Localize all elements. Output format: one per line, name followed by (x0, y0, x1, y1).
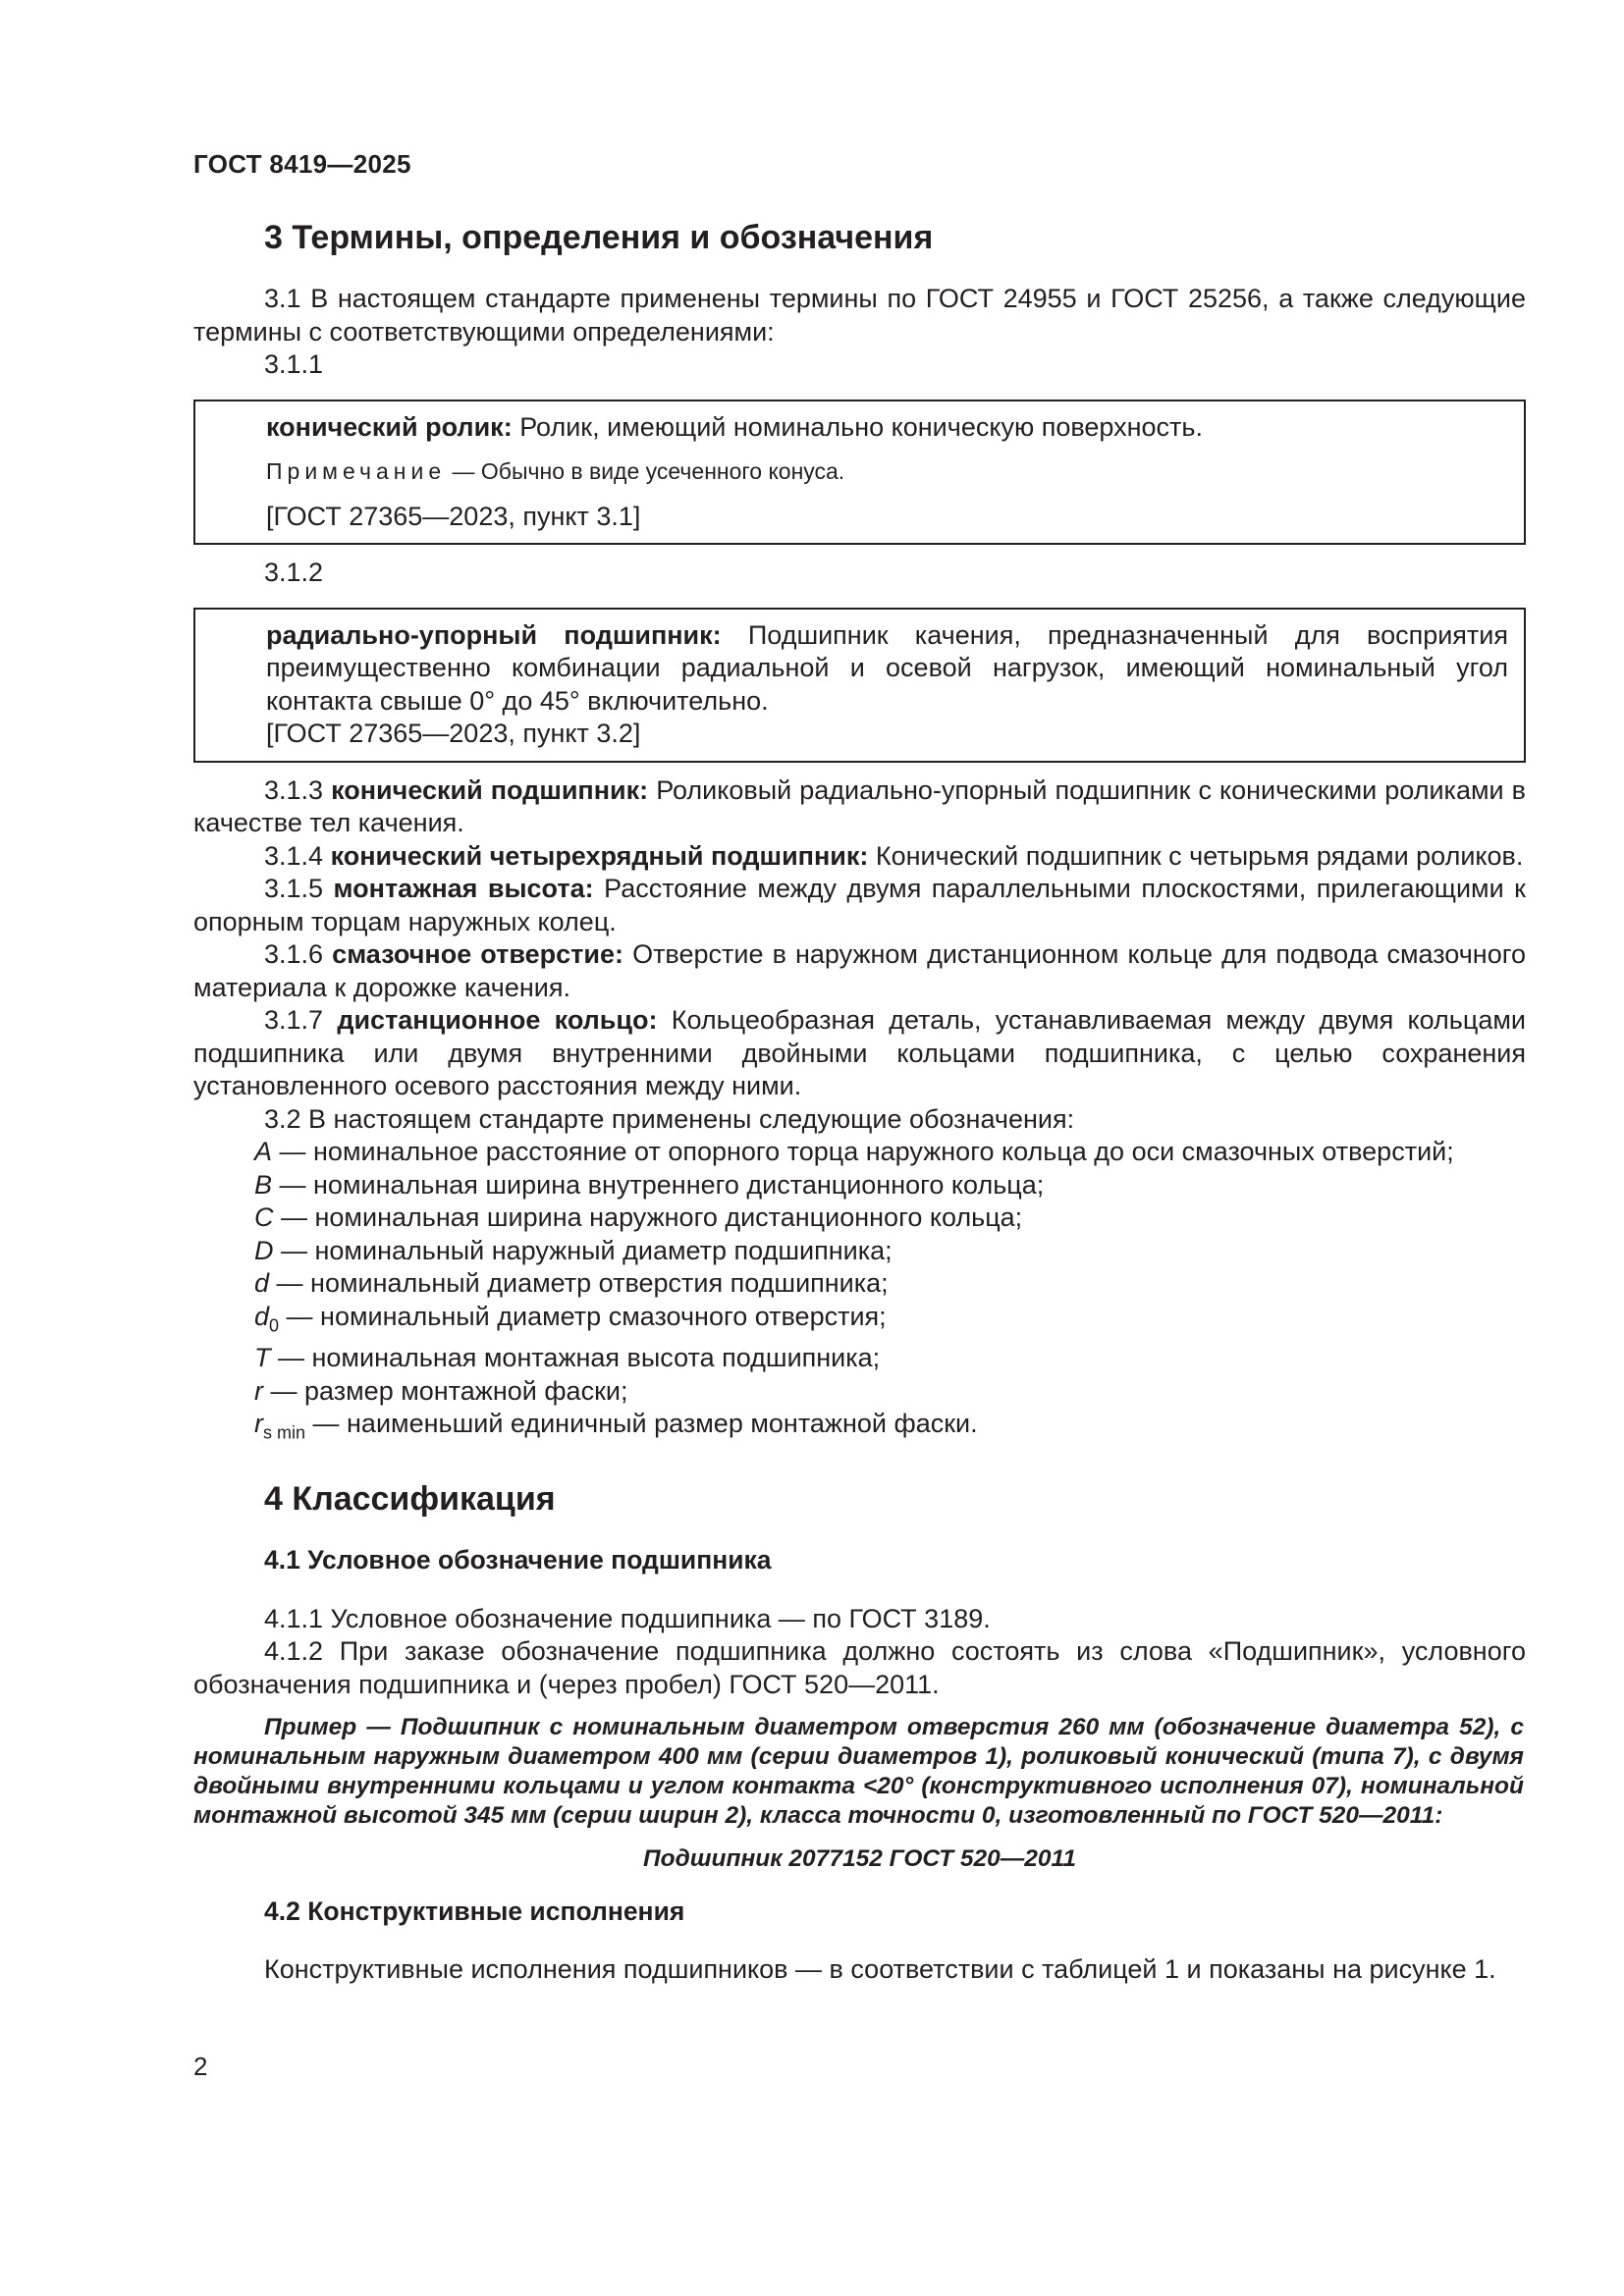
term-reference: [ГОСТ 27365—2023, пункт 3.2] (266, 719, 641, 748)
term-definition (195, 619, 1508, 719)
notation-item: $r_{s min}$ — наименьший единичный размер монтажной фаски. (254, 1409, 978, 1443)
subsection-4-2-title: 4.2 Конструктивные исполнения (264, 1896, 685, 1926)
paragraph-4-2: Конструктивные исполнения подшипников — в соответствии с таблицей 1 и показаны на рисунке 1. (264, 1954, 1496, 1985)
notation-item: d — номинальный диаметр отверстия подшипника; (254, 1268, 889, 1298)
term-number-3-1-2: 3.1.2 (264, 558, 324, 587)
paragraph-4-1-1: 4.1.1 Условное обозначение подшипника — по ГОСТ 3189. (264, 1603, 991, 1633)
note-text: — Обычно в виде усеченного конуса. (452, 458, 845, 484)
term-text: Ролик, имеющий номинально коническую поверхность. (519, 411, 1203, 442)
term-list (193, 774, 1526, 1103)
term-item: 3.1.7 дистанционное кольцо: Кольцеобразная деталь, устанавливаемая между двумя кольцами подшипника или двумя внутренними двойными кольцами подшипника, с целью сохранения установленного осевого расстояния между ними. (193, 1005, 1526, 1100)
notation-item: T — номинальная монтажная высота подшипника; (254, 1343, 881, 1373)
example-text: Пример — Подшипник с номинальным диаметром отверстия 260 мм (обозначение диаметра 52), с номинальным наружным диаметром 400 мм (серии диаметров 1), роликовый конический (типа 7), с двумя двойными внутренними кольцами и углом контакта <20° (конструктивного исполнения 07), номинальной монтажной высотой 345 мм (серии ширин 2), класса точности 0, изготовленный по ГОСТ 520—2011: (193, 1714, 1524, 1830)
page-content (193, 218, 1526, 1987)
notation-item: D — номинальный наружный диаметр подшипника; (254, 1235, 893, 1265)
term-item: 3.1.4 конический четырехрядный подшипник: Конический подшипник с четырьмя рядами роликов. (264, 840, 1524, 871)
notation-item: B — номинальная ширина внутреннего дистанционного кольца; (254, 1169, 1045, 1200)
document-header: ГОСТ 8419—2025 (193, 149, 411, 179)
term-reference: [ГОСТ 27365—2023, пункт 3.1] (266, 501, 641, 531)
page-number: 2 (193, 2052, 208, 2081)
note-label: Примечание (266, 458, 447, 484)
notation-item: $d_0$ — номинальный диаметр смазочного отверстия; (254, 1301, 887, 1335)
term-item: 3.1.5 монтажная высота: Расстояние между двумя параллельными плоскостями, прилегающими к опорным торцам наружных колец. (193, 874, 1526, 936)
term-definition (266, 411, 1508, 445)
term-box-3-1-2 (193, 608, 1526, 763)
subsection-4-1-title: 4.1 Условное обозначение подшипника (264, 1545, 772, 1575)
notation-list (193, 1136, 1526, 1450)
term-name: конический ролик: (266, 411, 513, 442)
paragraph-3-2: 3.2 В настоящем стандарте применены следующие обозначения: (264, 1103, 1075, 1134)
term-name: радиально-упорный подшипник: (266, 619, 722, 650)
term-item: 3.1.6 смазочное отверстие: Отверстие в наружном дистанционном кольце для подвода смазочного материала к дорожке качения. (193, 939, 1526, 1002)
notation-item: A — номинальное расстояние от опорного торца наружного кольца до оси смазочных отверстий; (254, 1137, 1454, 1166)
term-box-3-1-1 (193, 400, 1526, 546)
term-note (266, 455, 1508, 489)
notation-item: C — номинальная ширина наружного дистанционного кольца; (254, 1202, 1023, 1232)
paragraph-3-1: 3.1 В настоящем стандарте применены термины по ГОСТ 24955 и ГОСТ 25256, а также следующие термины с соответствующими определениями: (193, 284, 1526, 347)
paragraph-4-1-2: 4.1.2 При заказе обозначение подшипника должно состоять из слова «Подшипник», условного обозначения подшипника и (через пробел) ГОСТ 520—2011. (193, 1636, 1526, 1699)
example-designation: Подшипник 2077152 ГОСТ 520—2011 (643, 1845, 1076, 1873)
notation-item: r — размер монтажной фаски; (254, 1375, 628, 1406)
section-3-title: 3 Термины, определения и обозначения (264, 219, 934, 256)
term-item: 3.1.3 конический подшипник: Роликовый радиально-упорный подшипник с коническими роликами в качестве тел качения. (193, 774, 1526, 837)
term-text: Подшипник качения, предназначенный для восприятия преимущественно комбинации радиальной и осевой нагрузок, имеющий номинальный угол контакта свыше 0° до 45° включительно. (266, 619, 1508, 716)
section-4-title: 4 Классификация (264, 1480, 556, 1519)
term-number-3-1-1: 3.1.1 (264, 349, 324, 379)
